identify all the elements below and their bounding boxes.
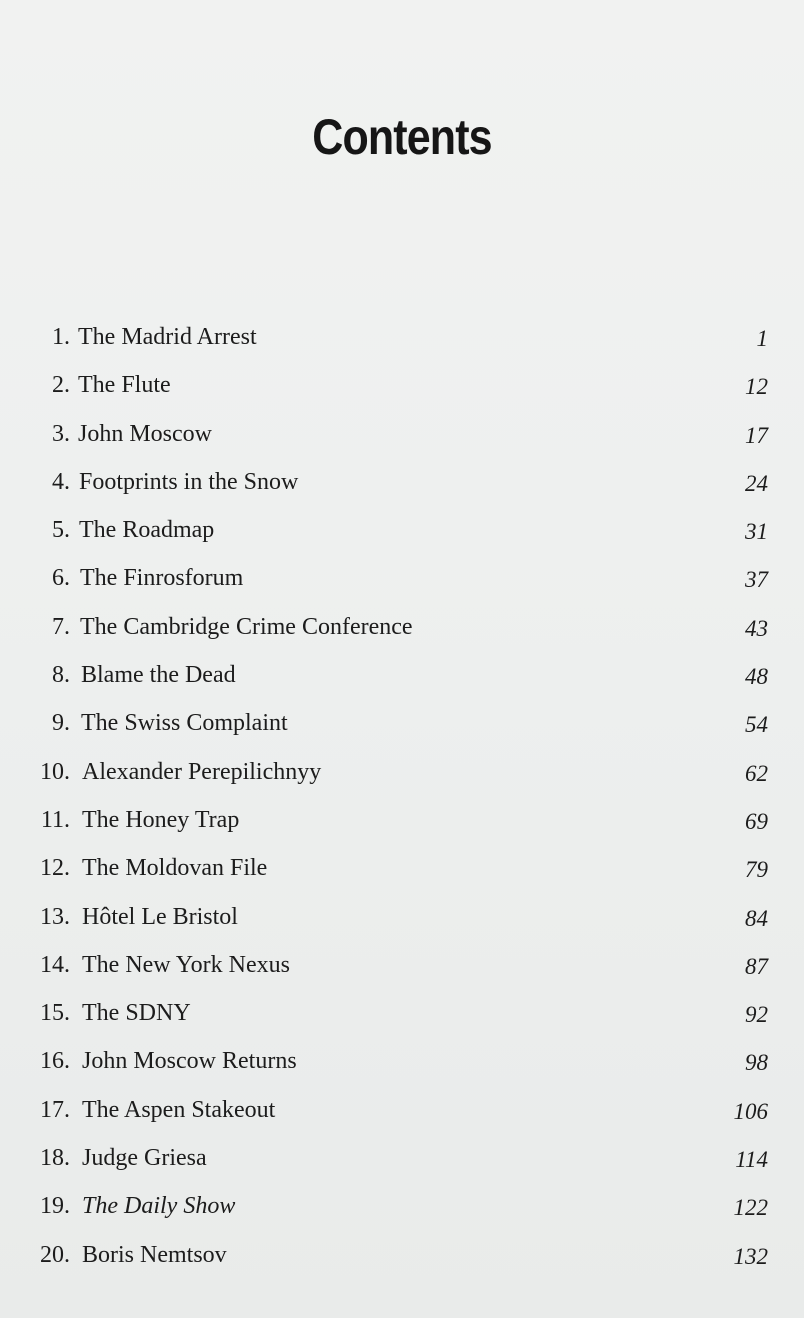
toc-entry-5: [0, 513, 804, 561]
toc-entry-20: [0, 1238, 804, 1286]
toc-entry-10: [0, 755, 804, 803]
chapter-number: 16.: [40, 1048, 70, 1075]
chapter-number: 2.: [52, 372, 70, 399]
toc-entry-14: [0, 948, 804, 996]
chapter-title: John Moscow: [78, 420, 213, 447]
chapter-title: The Roadmap: [79, 517, 215, 544]
chapter-title: Boris Nemtsov: [82, 1241, 227, 1268]
chapter-number: 10.: [40, 758, 70, 785]
chapter-number: 6.: [52, 565, 70, 592]
page-number: 122: [733, 1195, 768, 1221]
chapter-title: The Finrosforum: [80, 565, 244, 592]
page-number: 48: [745, 664, 768, 690]
toc-entry-12: [0, 851, 804, 899]
chapter-title: Alexander Perepilichnyy: [82, 758, 322, 785]
chapter-title: Hôtel Le Bristol: [82, 903, 238, 930]
toc-entry-13: [0, 900, 804, 948]
chapter-number: 12.: [40, 855, 70, 882]
toc-entry-2: [0, 368, 804, 416]
page-number: 12: [745, 374, 768, 400]
chapter-number: 11.: [40, 806, 70, 833]
chapter-title: The Daily Show: [82, 1193, 236, 1220]
chapter-title: Judge Griesa: [82, 1145, 207, 1172]
chapter-title: The Swiss Complaint: [81, 710, 288, 737]
chapter-number: 4.: [52, 468, 70, 495]
chapter-number: 7.: [52, 613, 70, 640]
page-number: 87: [745, 953, 768, 979]
toc-entry-17: [0, 1093, 804, 1141]
table-of-contents: [0, 320, 804, 1286]
page-number: 37: [745, 567, 768, 593]
chapter-number: 15.: [40, 1000, 70, 1027]
toc-entry-7: [0, 610, 804, 658]
chapter-title: The Cambridge Crime Conference: [80, 613, 413, 640]
page-number: 69: [745, 808, 768, 834]
chapter-number: 18.: [40, 1145, 70, 1172]
chapter-title: The Flute: [78, 372, 171, 399]
chapter-number: 13.: [40, 903, 70, 930]
chapter-title: The Aspen Stakeout: [82, 1096, 276, 1123]
toc-entry-15: [0, 996, 804, 1044]
chapter-number: 8.: [52, 662, 70, 689]
toc-entry-19: [0, 1189, 804, 1237]
chapter-number: 9.: [52, 710, 70, 737]
toc-entry-9: [0, 706, 804, 754]
chapter-number: 3.: [52, 420, 70, 447]
chapter-number: 1.: [52, 324, 70, 350]
chapter-title: The Madrid Arrest: [78, 324, 257, 350]
chapter-title: The SDNY: [82, 1000, 191, 1027]
toc-entry-18: [0, 1141, 804, 1189]
chapter-title: The Honey Trap: [82, 806, 240, 833]
page-number: 79: [745, 857, 768, 883]
chapter-number: 20.: [40, 1241, 70, 1268]
page-number: 31: [745, 519, 768, 545]
toc-entry-3: [0, 417, 804, 465]
toc-entry-4: [0, 465, 804, 513]
page-number: 98: [745, 1050, 768, 1076]
chapter-number: 5.: [52, 517, 70, 544]
chapter-number: 19.: [40, 1193, 70, 1220]
chapter-title: Footprints in the Snow: [79, 468, 299, 495]
page-number: 92: [745, 1002, 768, 1028]
page-number: 84: [745, 905, 768, 931]
page-number: 1: [756, 326, 768, 351]
chapter-title: John Moscow Returns: [82, 1048, 297, 1075]
toc-entry-16: [0, 1044, 804, 1092]
toc-entry-6: [0, 561, 804, 609]
toc-entry-1: [0, 320, 804, 368]
page-title: Contents: [312, 109, 492, 165]
toc-entry-8: [0, 658, 804, 706]
chapter-title: Blame the Dead: [81, 662, 236, 689]
page-number: 24: [745, 470, 768, 496]
chapter-title: The New York Nexus: [82, 951, 290, 978]
page-number: 114: [735, 1147, 768, 1173]
page-number: 62: [745, 760, 768, 786]
page-number: 54: [745, 712, 768, 738]
chapter-number: 14.: [40, 951, 70, 978]
page-number: 106: [733, 1098, 768, 1124]
page-number: 132: [733, 1243, 768, 1269]
toc-entry-11: [0, 803, 804, 851]
chapter-title: The Moldovan File: [82, 855, 268, 882]
page-number: 17: [745, 422, 768, 448]
page-number: 43: [745, 615, 768, 641]
chapter-number: 17.: [40, 1096, 70, 1123]
